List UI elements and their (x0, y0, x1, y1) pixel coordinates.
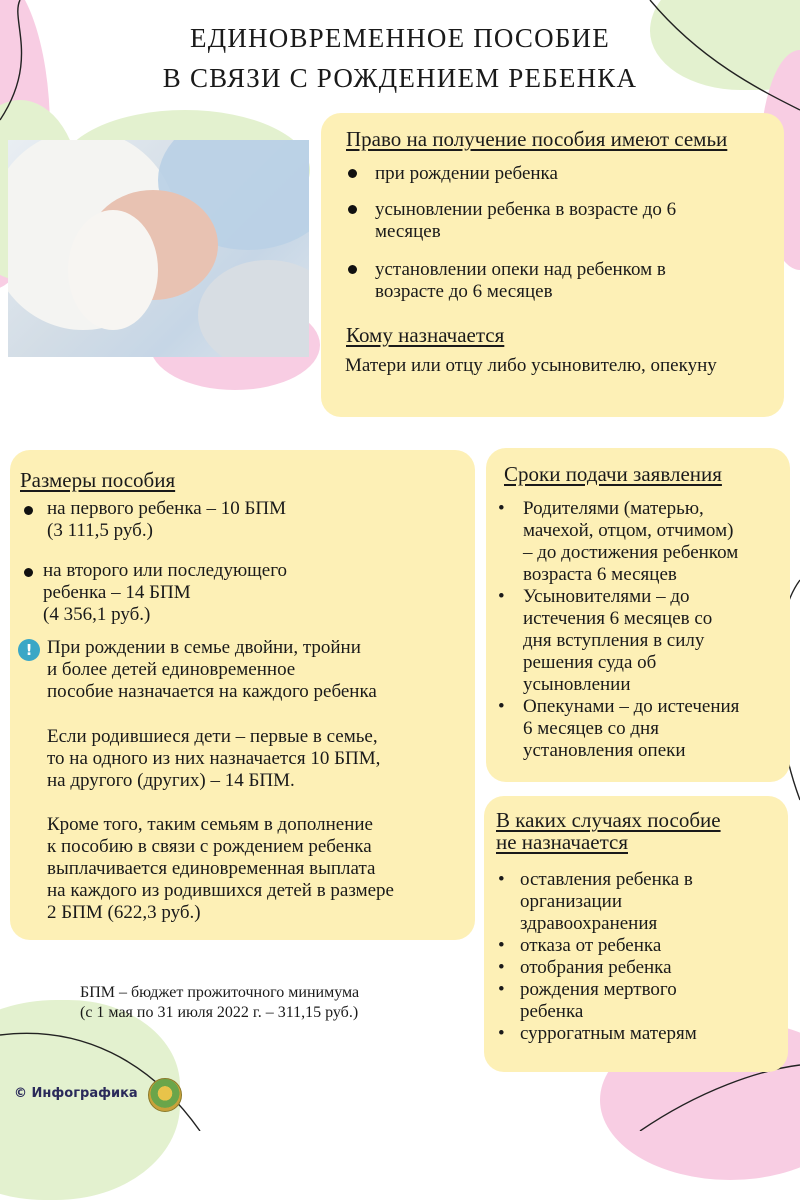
eligibility-heading: Право на получение пособия имеют семьи (346, 127, 728, 151)
benefit-sizes-card (10, 450, 475, 940)
exclamation-icon: ! (18, 639, 40, 661)
bullet-icon: • (498, 957, 505, 978)
eligibility-item: усыновлении ребенка в возрасте до 6 месяцев (348, 199, 728, 243)
bullet-icon (348, 265, 357, 274)
bullet-icon: • (498, 935, 505, 956)
title-line-2: В СВЯЗИ С РОЖДЕНИЕМ РЕБЕНКА (162, 63, 638, 93)
deadline-item: • Родителями (матерью, мачехой, отцом, отчимом) – до достижения ребенком возраста 6 месяцев (498, 498, 739, 585)
not-granted-list (498, 869, 697, 1045)
sizes-heading: Размеры пособия (20, 468, 176, 492)
list-item: • отобрания ребенка (498, 957, 672, 978)
deadline-item: • Усыновителями – до истечения 6 месяцев со дня вступления в силу решения суда об усыновлении (498, 586, 713, 695)
newborn-photo (8, 140, 309, 357)
additional-payment-paragraph: Кроме того, таким семьям в дополнение к пособию в связи с рождением ребенка выплачивается единовременная выплата на каждого из родившихся детей в размере 2 БПМ (622,3 руб.) (47, 814, 394, 923)
eligibility-item: при рождении ребенка (348, 163, 768, 185)
bullet-icon (24, 568, 33, 577)
bullet-icon: • (498, 696, 505, 717)
deadline-card (486, 448, 790, 782)
multiple-birth-note: При рождении в семье двойни, тройни и более детей единовременное пособие назначается на каждого ребенка (47, 637, 377, 702)
list-item: • рождения мертвого ребенка (498, 979, 677, 1022)
bullet-icon: • (498, 498, 505, 519)
bullet-icon: • (498, 1023, 505, 1044)
title-line-1: ЕДИНОВРЕМЕННОЕ ПОСОБИЕ (190, 23, 610, 53)
bullet-icon: • (498, 869, 505, 890)
second-child-rate-line-1: на второго или последующего (43, 560, 288, 581)
state-emblem-icon (148, 1078, 182, 1112)
bullet-icon: • (498, 979, 505, 1000)
bullet-icon (24, 506, 33, 515)
footnote: БПМ – бюджет прожиточного минимума (с 1 мая по 31 июля 2022 г. – 311,15 руб.) (80, 984, 360, 1021)
second-child-amount: (4 356,1 руб.) (43, 604, 151, 625)
list-item: • отказа от ребенка (498, 935, 662, 956)
list-item: • оставления ребенка в организации здравоохранения (498, 869, 693, 934)
deadline-heading: Сроки подачи заявления (504, 462, 722, 486)
first-child-rate: на первого ребенка – 10 БПМ (47, 498, 286, 519)
list-item: • суррогатным матерям (498, 1023, 697, 1044)
deadline-item: • Опекунами – до истечения 6 месяцев со дня установления опеки (498, 696, 740, 761)
eligibility-item: установлении опеки над ребенком в возрасте до 6 месяцев (348, 259, 728, 303)
bullet-icon: • (498, 586, 505, 607)
bullet-icon (348, 169, 357, 178)
first-child-amount: (3 111,5 руб.) (47, 520, 153, 541)
page-title (0, 18, 800, 98)
not-granted-card (484, 796, 788, 1072)
first-children-paragraph: Если родившиеся дети – первые в семье, то на одного из них назначается 10 БПМ, на другого (других) – 14 БПМ. (47, 726, 381, 791)
bullet-icon (348, 205, 357, 214)
eligibility-card (321, 113, 784, 417)
brand-label: © Инфографика (14, 1086, 138, 1101)
not-granted-heading: В каких случаях пособие не назначается (496, 808, 721, 854)
second-child-rate-line-2: ребенка – 14 БПМ (43, 582, 191, 603)
recipient-heading: Кому назначается (346, 323, 505, 347)
recipient-text: Матери или отцу либо усыновителю, опекуну (345, 355, 717, 376)
